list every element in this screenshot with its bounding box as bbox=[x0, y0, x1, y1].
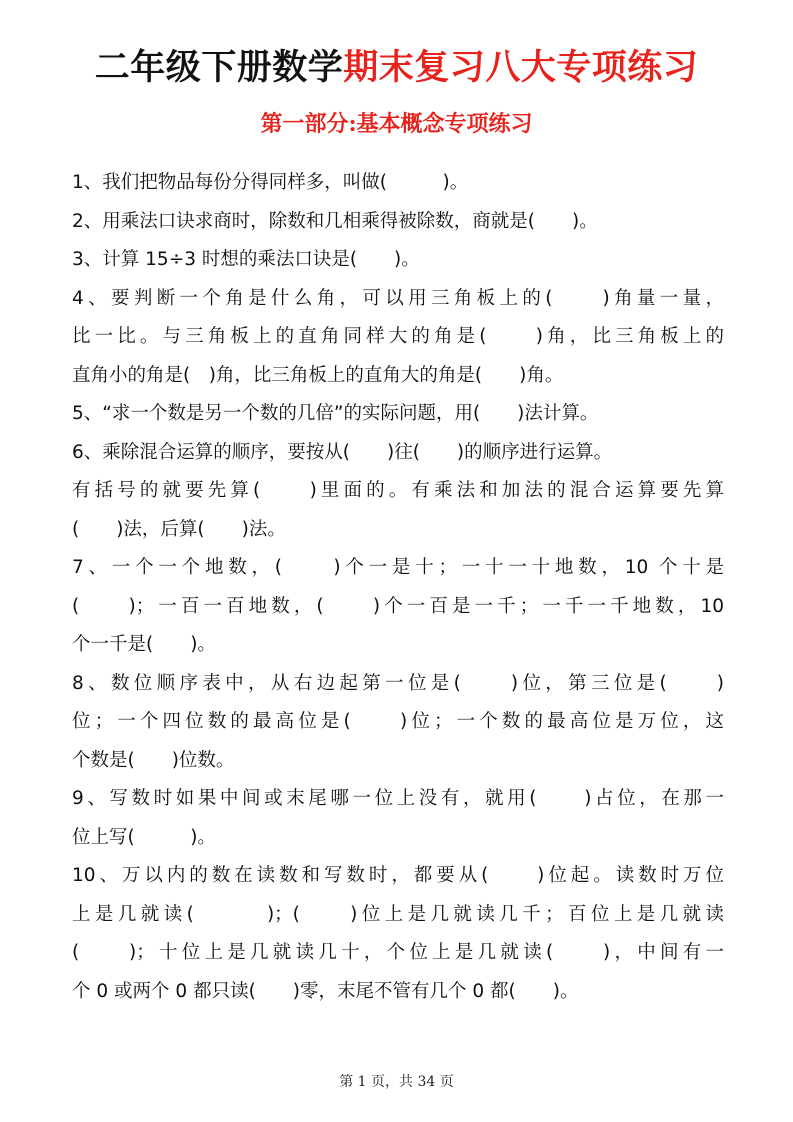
text-line: 2、用乘法口诀求商时，除数和几相乘得被除数，商就是( )。 bbox=[72, 210, 598, 232]
text-line: ( )法，后算( )法。 bbox=[72, 518, 286, 540]
text-line: 4、要判断一个角是什么角，可以用三角板上的( )角量一量， bbox=[72, 287, 724, 309]
text-line: 个一千是( )。 bbox=[72, 634, 216, 655]
text-line: 上是几就读( )；( )位上是几就读几千；百位上是几就读 bbox=[72, 903, 724, 925]
text-line: 位；一个四位数的最高位是( )位；一个数的最高位是万位，这 bbox=[72, 711, 724, 732]
exercise-list bbox=[72, 164, 724, 1011]
text-line: 个 0 或两个 0 都只读( )零，末尾不管有几个 0 都( )。 bbox=[72, 980, 579, 1002]
text-line: 比一比。与三角板上的直角同样大的角是( )角，比三角板上的 bbox=[72, 326, 724, 347]
text-line: 10、万以内的数在读数和写数时，都要从( )位起。读数时万位 bbox=[72, 865, 724, 886]
text-line: 7、一个一个地数，( )个一是十；一十一十地数，10 个十是 bbox=[72, 557, 724, 578]
text-line: 9、写数时如果中间或末尾哪一位上没有，就用( )占位，在那一 bbox=[72, 788, 724, 809]
page-title bbox=[0, 42, 793, 94]
text-line: 3、计算 15÷3 时想的乘法口诀是( )。 bbox=[72, 249, 420, 270]
title-part-review: 期末复习八大专项练习 bbox=[343, 47, 699, 88]
text-line: 有括号的就要先算( )里面的。有乘法和加法的混合运算要先算 bbox=[72, 480, 724, 501]
text-line: ( )；十位上是几就读几十，个位上是几就读( )，中间有一 bbox=[72, 942, 724, 963]
title-part-grade: 二年级下册数学 bbox=[94, 47, 344, 88]
text-line: 6、乘除混合运算的顺序，要按从( )往( )的顺序进行运算。 bbox=[72, 441, 613, 463]
text-line: 直角小的角是( )角，比三角板上的直角大的角是( )角。 bbox=[72, 364, 564, 386]
text-line: 位上写( )。 bbox=[72, 826, 216, 848]
text-line: 个数是( )位数。 bbox=[72, 749, 235, 771]
text-line: 8、数位顺序表中，从右边起第一位是( )位，第三位是( ) bbox=[72, 672, 724, 694]
section-title: 第一部分:基本概念专项练习 bbox=[260, 111, 533, 137]
page-number-footer: 第 1 页，共 34 页 bbox=[339, 1074, 454, 1090]
text-line: ( )；一百一百地数，( )个一百是一千；一千一千地数，10 bbox=[72, 595, 724, 617]
text-line: 1、我们把物品每份分得同样多，叫做( )。 bbox=[72, 172, 469, 193]
text-line: 5、“求一个数是另一个数的几倍”的实际问题，用( )法计算。 bbox=[72, 403, 599, 424]
